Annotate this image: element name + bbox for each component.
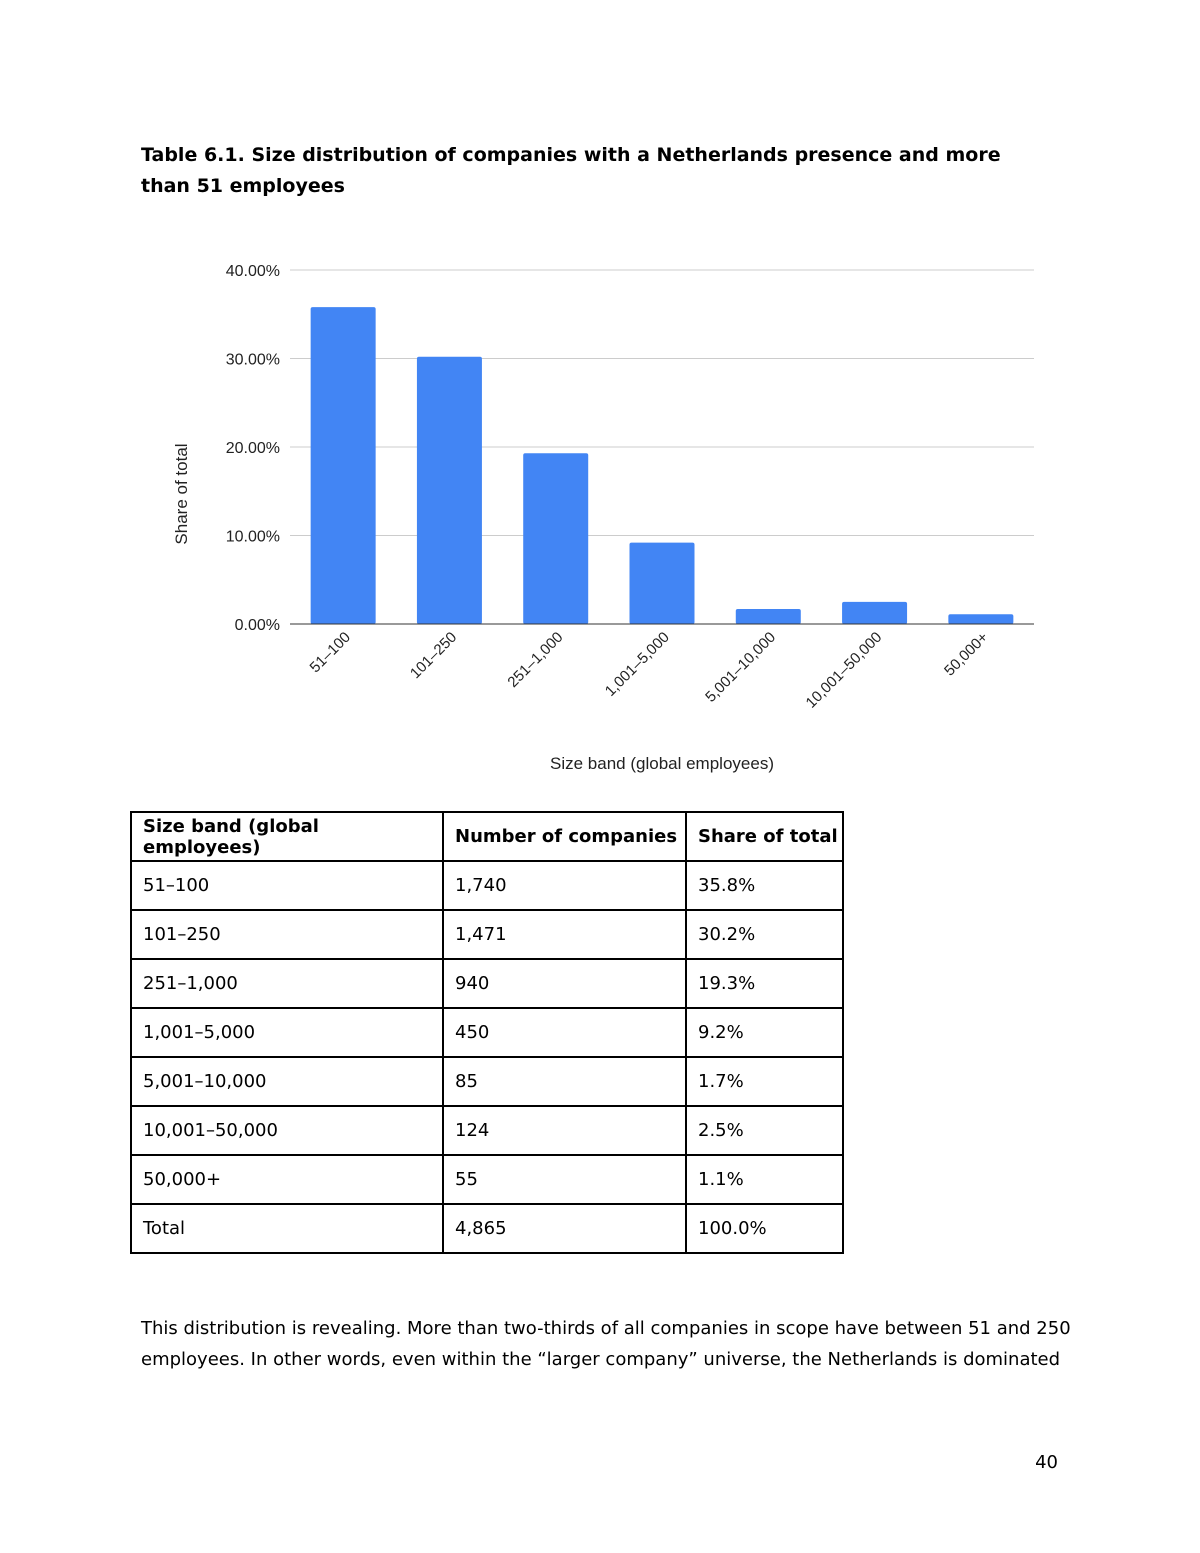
cell-share: 100.0% [686, 1204, 843, 1253]
cell-count: 1,471 [443, 910, 686, 959]
cell-count: 4,865 [443, 1204, 686, 1253]
bar [311, 307, 376, 624]
x-tick-label: 50,000+ [941, 628, 992, 680]
table-total-row [131, 1204, 843, 1253]
x-tick-label: 10,001–50,000 [802, 628, 886, 712]
x-tick-label: 5,001–10,000 [702, 628, 780, 706]
cell-size-band: Total [131, 1204, 443, 1253]
cell-count: 55 [443, 1155, 686, 1204]
table-row [131, 959, 843, 1008]
y-axis-title: Share of total [172, 443, 191, 545]
y-tick-label: 0.00% [234, 617, 280, 634]
cell-size-band: 5,001–10,000 [131, 1057, 443, 1106]
size-distribution-bar-chart [0, 240, 1200, 800]
cell-count: 124 [443, 1106, 686, 1155]
cell-size-band: 1,001–5,000 [131, 1008, 443, 1057]
header-share-of-total: Share of total [686, 812, 843, 861]
y-tick-label: 10.00% [225, 528, 280, 546]
table-row [131, 910, 843, 959]
x-tick-label: 1,001–5,000 [601, 628, 673, 700]
cell-count: 1,740 [443, 861, 686, 910]
y-tick-label: 20.00% [225, 440, 280, 457]
cell-count: 85 [443, 1057, 686, 1106]
bar [842, 602, 907, 624]
cell-share: 35.8% [686, 861, 843, 910]
table-row [131, 861, 843, 910]
cell-size-band: 101–250 [131, 910, 443, 959]
cell-share: 2.5% [686, 1106, 843, 1155]
y-tick-label: 40.00% [225, 263, 280, 280]
cell-share: 1.1% [686, 1155, 843, 1204]
table-row [131, 1155, 843, 1204]
table-row [131, 1008, 843, 1057]
x-tick-label: 51–100 [306, 628, 354, 677]
cell-share: 9.2% [686, 1008, 843, 1057]
header-size-band: Size band (global employees) [131, 812, 443, 861]
bar [523, 453, 588, 624]
cell-share: 1.7% [686, 1057, 843, 1106]
bar [630, 543, 695, 624]
cell-count: 940 [443, 959, 686, 1008]
x-tick-label: 251–1,000 [504, 628, 567, 691]
page-number: 40 [1035, 1452, 1058, 1473]
cell-share: 30.2% [686, 910, 843, 959]
x-axis-title: Size band (global employees) [550, 754, 774, 773]
cell-share: 19.3% [686, 959, 843, 1008]
cell-size-band: 51–100 [131, 861, 443, 910]
y-tick-label: 30.00% [225, 351, 280, 369]
body-paragraph: This distribution is revealing. More than two-thirds of all companies in scope have between 51 and 250 employees. In other words, even within the “larger company” universe, the Netherlands is dominated [141, 1318, 1071, 1370]
x-tick-label: 101–250 [406, 628, 461, 683]
bar [417, 357, 482, 624]
table-caption: Table 6.1. Size distribution of companies with a Netherlands presence and more than 51 employees [141, 144, 1001, 197]
header-number-of-companies: Number of companies [443, 812, 686, 861]
table-row [131, 1106, 843, 1155]
bar [948, 614, 1013, 624]
cell-count: 450 [443, 1008, 686, 1057]
cell-size-band: 50,000+ [131, 1155, 443, 1204]
cell-size-band: 251–1,000 [131, 959, 443, 1008]
cell-size-band: 10,001–50,000 [131, 1106, 443, 1155]
bar [736, 609, 801, 624]
table-row [131, 1057, 843, 1106]
size-distribution-table [130, 811, 844, 1254]
table-header-row [131, 812, 843, 861]
